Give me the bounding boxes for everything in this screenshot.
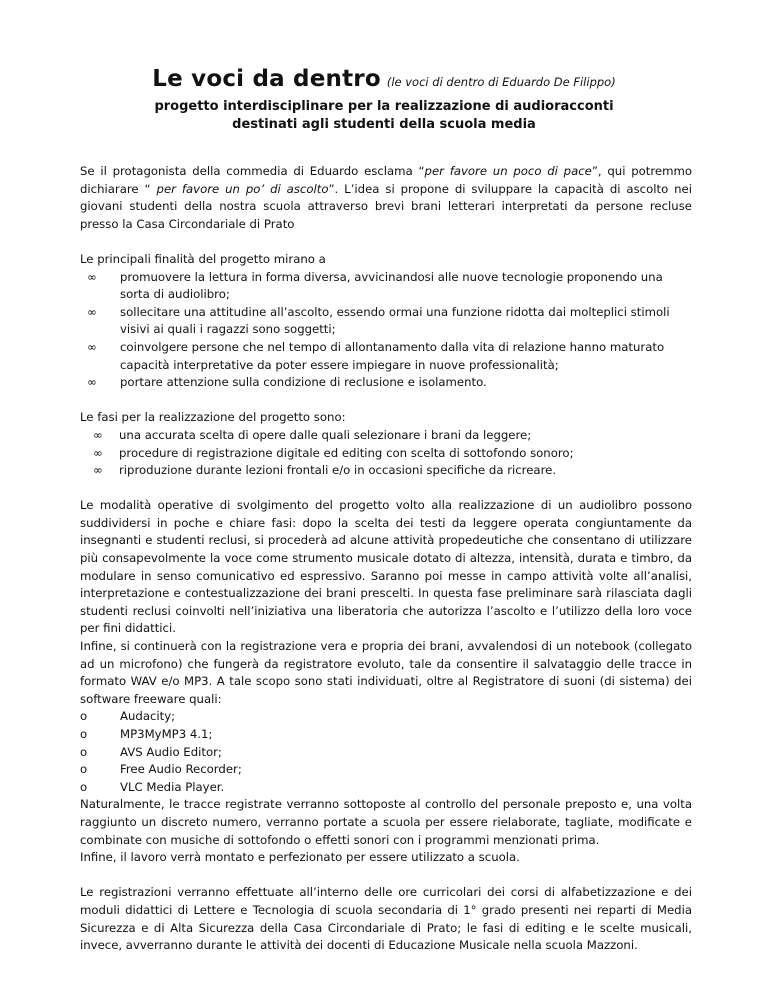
list-item-text: promuovere la lettura in forma diversa, avvicinandosi alle nuove tecnologie proponendo una sorta di audiolibro; [120,269,663,302]
circle-bullet-icon: o [80,709,88,724]
modalita-paragraph-1: Le modalità operative di svolgimento del progetto volto alla realizzazione di un audiolibro possono suddividersi in poche e chiare fasi: dopo la scelta dei testi da leggere operata congiuntamente da insegnanti e studenti reclusi, si procederà ad alcune attività propedeutiche che consentano di utilizzare più consapevolmente la voce come strumento musicale dotato di altezza, intensità, durata e timbro, da modulare in senso comunicativo ed espressivo. Saranno poi messe in campo attività volte all’analisi, interpretazione e contestualizzazione dei brani prescelti. In questa fase preliminare sarà rilasciata dagli studenti reclusi coinvolti nell’iniziativa una liberatoria che autorizza l’ascolto e l’utilizzo della loro voce per fini didattici. [80,498,692,636]
circle-bullet-icon: o [80,762,88,777]
software-name: VLC Media Player. [120,779,225,794]
intro-text-a: Se il protagonista della commedia di Eduardo esclama “ [80,164,425,178]
title-note: (le voci di dentro di Eduardo De Filippo) [386,75,616,89]
intro-quote-2: per favore un po’ di ascolto [156,181,329,196]
infinity-bullet-icon: ∞ [87,304,97,319]
title-main: Le voci da dentro [152,66,381,92]
circle-bullet-icon: o [80,727,88,741]
subtitle-line-1: progetto interdisciplinare per la realizzazione di audioracconti [154,99,614,114]
intro-paragraph [80,163,692,233]
infinity-bullet-icon: ∞ [87,375,97,390]
modalita-paragraph-3: Naturalmente, le tracce registrate verranno sottoposte al controllo del personale preposto e, una volta raggiunto un discreto numero, verranno portate a scuola per essere rielaborate, tagliate, modificate e combinate con musiche di sottofondo o effetti sonori con i programmi menzionati prima. [80,797,692,847]
list-item [80,462,692,480]
software-list [80,708,692,796]
list-item-text: sollecitare una attitudine all’ascolto, essendo ormai una funzione ridotta dai molteplici stimoli visivi ai quali i ragazzi sono soggetti; [120,304,670,337]
list-item [80,726,692,744]
modalita-paragraph-4: Infine, il lavoro verrà montato e perfezionato per essere utilizzato a scuola. [80,850,520,865]
software-name: Audacity; [120,709,176,724]
document-title [0,66,768,92]
list-item [80,269,692,304]
software-name: AVS Audio Editor; [120,744,222,759]
document-subtitle [80,98,688,134]
infinity-bullet-icon: ∞ [87,339,97,354]
infinity-bullet-icon: ∞ [93,463,103,478]
software-name: MP3MyMP3 4.1; [120,727,213,741]
modalita-paragraph-2: Infine, si continuerà con la registrazione vera e propria dei brani, avvalendosi di un notebook (collegato ad un microfono) che fungerà da registratore evoluto, tale da consentire il salvataggio delle tracce in formato WAV e/o MP3. A tale scopo sono stati individuati, oltre al Registratore di suoni (di sistema) dei software freeware quali: [80,639,692,706]
document-body [80,163,692,955]
list-item [80,779,692,797]
list-item-text: procedure di registrazione digitale ed editing con scelta di sottofondo sonoro; [119,445,574,460]
list-item-text: riproduzione durante lezioni frontali e/o in occasioni specifiche da ricreare. [119,463,557,478]
intro-text-c: ”. L’idea si propone di sviluppare la capacità di ascolto nei giovani studenti della nostra scuola attraverso brevi brani letterari interpretati da persone recluse presso la Casa Circondariale di Prato [80,181,692,231]
list-item [80,304,692,339]
subtitle-line-2: destinati agli studenti della scuola media [232,117,536,132]
list-item [80,445,692,463]
registrazioni-paragraph: Le registrazioni verranno effettuate all’interno delle ore curricolari dei corsi di alfabetizzazione e dei moduli didattici di Lettere e Tecnologia di scuola secondaria di 1° grado presenti nei reparti di Media Sicurezza e di Alta Sicurezza della Casa Circondariale di Prato; le fasi di editing e le scelte musicali, invece, avverranno durante le attività dei docenti di Educazione Musicale nella scuola Mazzoni. [80,885,692,953]
intro-quote-1: per favore un poco di pace [424,164,592,178]
infinity-bullet-icon: ∞ [87,269,97,284]
fasi-list [80,427,692,480]
finalita-heading: Le principali finalità del progetto mirano a [80,251,326,266]
infinity-bullet-icon: ∞ [93,427,103,442]
list-item [80,761,692,779]
finalita-list [80,269,692,392]
circle-bullet-icon: o [80,779,88,794]
list-item-text: coinvolgere persone che nel tempo di allontanamento dalla vita di relazione hanno maturato capacità interpretative da poter essere impiegare in nuove professionalità; [120,339,665,372]
list-item [80,374,692,392]
infinity-bullet-icon: ∞ [93,445,103,460]
list-item [80,339,692,374]
list-item-text: una accurata scelta di opere dalle quali selezionare i brani da leggere; [119,427,532,442]
fasi-heading: Le fasi per la realizzazione del progetto sono: [80,410,346,425]
list-item-text: portare attenzione sulla condizione di reclusione e isolamento. [120,375,487,390]
list-item [80,744,692,762]
circle-bullet-icon: o [80,744,88,759]
software-name: Free Audio Recorder; [120,762,242,777]
list-item [80,708,692,726]
list-item [80,427,692,445]
intro-text-b: ”, qui potremmo dichiarare “ [80,164,693,196]
